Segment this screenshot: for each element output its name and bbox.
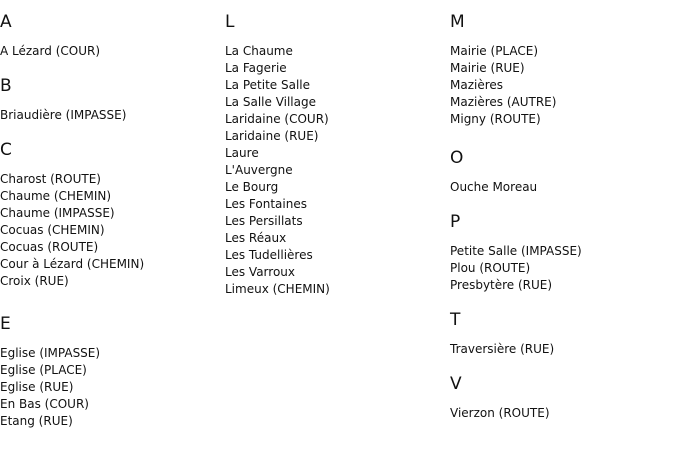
street-link[interactable]: Cocuas (ROUTE) bbox=[0, 240, 99, 254]
section-letter: C bbox=[0, 140, 12, 160]
street-link[interactable]: La Petite Salle bbox=[225, 78, 311, 92]
street-list bbox=[450, 179, 675, 196]
section-p bbox=[450, 212, 675, 294]
street-link[interactable]: Laridaine (COUR) bbox=[225, 112, 329, 126]
street-link[interactable]: Mairie (PLACE) bbox=[450, 44, 539, 58]
street-list bbox=[0, 171, 220, 290]
street-link[interactable]: La Fagerie bbox=[225, 61, 287, 75]
section-t bbox=[450, 310, 675, 358]
street-link[interactable]: Les Tudellières bbox=[225, 248, 313, 262]
street-link[interactable]: Le Bourg bbox=[225, 180, 279, 194]
section-letter: P bbox=[450, 212, 461, 232]
section-letter: T bbox=[450, 310, 461, 330]
street-link[interactable]: Mazières (AUTRE) bbox=[450, 95, 557, 109]
street-link[interactable]: Chaume (IMPASSE) bbox=[0, 206, 115, 220]
section-letter: M bbox=[450, 12, 465, 32]
street-link[interactable]: Eglise (IMPASSE) bbox=[0, 346, 101, 360]
street-list bbox=[450, 43, 675, 128]
street-link[interactable]: Eglise (PLACE) bbox=[0, 363, 87, 377]
section-e bbox=[0, 314, 220, 430]
street-link[interactable]: Petite Salle (IMPASSE) bbox=[450, 244, 582, 258]
street-link[interactable]: Briaudière (IMPASSE) bbox=[0, 108, 127, 122]
section-v bbox=[450, 374, 675, 422]
section-o bbox=[450, 148, 675, 196]
street-link[interactable]: Limeux (CHEMIN) bbox=[225, 282, 330, 296]
street-link[interactable]: Croix (RUE) bbox=[0, 274, 69, 288]
street-list bbox=[450, 405, 675, 422]
street-list bbox=[450, 243, 675, 294]
street-link[interactable]: La Chaume bbox=[225, 44, 293, 58]
street-link[interactable]: A Lézard (COUR) bbox=[0, 44, 100, 58]
street-link[interactable]: Les Varroux bbox=[225, 265, 295, 279]
section-letter: O bbox=[450, 148, 464, 168]
section-l bbox=[225, 12, 445, 298]
street-index-column-1 bbox=[0, 0, 220, 430]
street-link[interactable]: En Bas (COUR) bbox=[0, 397, 89, 411]
section-letter: L bbox=[225, 12, 235, 32]
section-a bbox=[0, 12, 220, 60]
section-b bbox=[0, 76, 220, 124]
street-link[interactable]: Les Persillats bbox=[225, 214, 303, 228]
section-c bbox=[0, 140, 220, 290]
street-link[interactable]: Cour à Lézard (CHEMIN) bbox=[0, 257, 145, 271]
section-letter: A bbox=[0, 12, 12, 32]
street-link[interactable]: Eglise (RUE) bbox=[0, 380, 74, 394]
section-letter: E bbox=[0, 314, 11, 334]
street-index-column-3 bbox=[450, 0, 675, 422]
street-link[interactable]: Migny (ROUTE) bbox=[450, 112, 541, 126]
section-letter: B bbox=[0, 76, 12, 96]
street-list bbox=[0, 345, 220, 430]
section-m bbox=[450, 12, 675, 128]
street-link[interactable]: Plou (ROUTE) bbox=[450, 261, 531, 275]
street-link[interactable]: Etang (RUE) bbox=[0, 414, 73, 428]
street-link[interactable]: Charost (ROUTE) bbox=[0, 172, 101, 186]
street-link[interactable]: Ouche Moreau bbox=[450, 180, 538, 194]
street-index-column-2 bbox=[225, 0, 445, 298]
street-link[interactable]: Traversière (RUE) bbox=[450, 342, 555, 356]
street-list bbox=[0, 43, 220, 60]
street-link[interactable]: Vierzon (ROUTE) bbox=[450, 406, 550, 420]
street-link[interactable]: Laure bbox=[225, 146, 259, 160]
street-link[interactable]: Mazières bbox=[450, 78, 504, 92]
street-link[interactable]: Chaume (CHEMIN) bbox=[0, 189, 112, 203]
street-link[interactable]: Les Fontaines bbox=[225, 197, 307, 211]
street-link[interactable]: La Salle Village bbox=[225, 95, 316, 109]
street-list bbox=[0, 107, 220, 124]
street-link[interactable]: Cocuas (CHEMIN) bbox=[0, 223, 105, 237]
street-list bbox=[225, 43, 445, 298]
street-link[interactable]: Mairie (RUE) bbox=[450, 61, 525, 75]
street-link[interactable]: Presbytère (RUE) bbox=[450, 278, 553, 292]
street-link[interactable]: Laridaine (RUE) bbox=[225, 129, 319, 143]
street-list bbox=[450, 341, 675, 358]
street-link[interactable]: Les Réaux bbox=[225, 231, 287, 245]
street-link[interactable]: L'Auvergne bbox=[225, 163, 293, 177]
section-letter: V bbox=[450, 374, 462, 394]
